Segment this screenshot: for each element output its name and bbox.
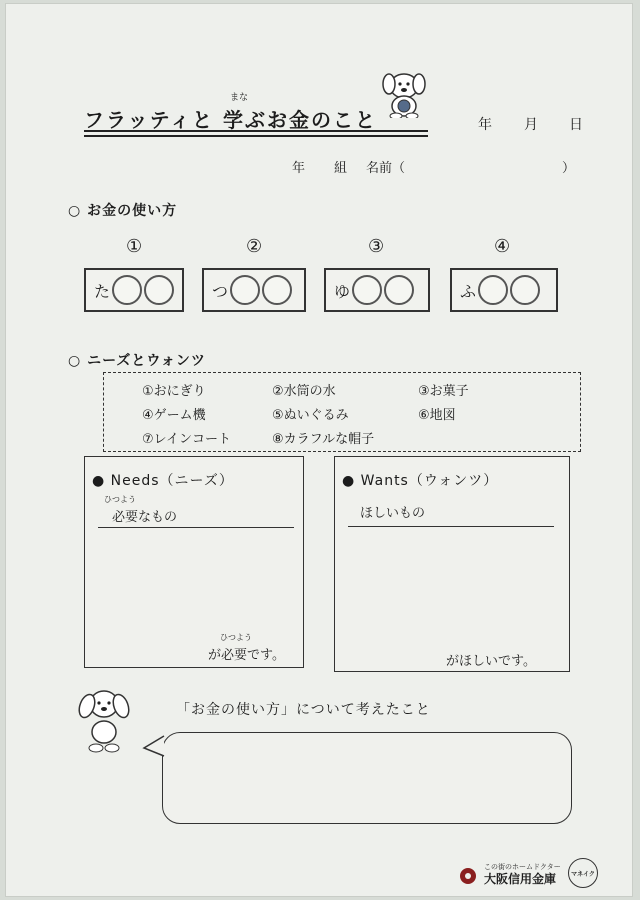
wants-underline (348, 526, 554, 527)
blank-circle[interactable] (510, 275, 540, 305)
blank-circle[interactable] (144, 275, 174, 305)
wants-subtitle: ほしいもの (360, 506, 426, 521)
usage-number-1: ① (126, 236, 143, 257)
blank-circle[interactable] (230, 275, 260, 305)
wants-title: ● Wants（ウォンツ） (342, 473, 499, 489)
needs-ruby: ひつよう (104, 495, 136, 504)
usage-box-1 (84, 268, 184, 312)
name-label: 名前（ (366, 161, 406, 176)
blank-circle[interactable] (384, 275, 414, 305)
usage-char-4: ふ (460, 281, 477, 301)
usage-char-3: ゆ (334, 281, 351, 301)
name-close-paren: ） (562, 161, 576, 176)
usage-number-4: ④ (494, 236, 511, 257)
reflection-bubble[interactable] (162, 732, 572, 824)
blank-circle[interactable] (262, 275, 292, 305)
dog-mascot-icon (70, 684, 136, 758)
option-item: ⑤ぬいぐるみ (272, 408, 349, 423)
footer-bank-name: 大阪信用金庫 (484, 872, 557, 886)
option-item: ①おにぎり (142, 384, 206, 399)
date-month-label: 月 (524, 117, 538, 133)
date-day-label: 日 (569, 117, 583, 133)
option-item: ③お菓子 (418, 384, 469, 399)
manaiku-badge (568, 858, 598, 888)
reflection-prompt: 「お金の使い方」について考えたこと (176, 702, 431, 718)
footer-tagline: この街のホームドクター (484, 863, 561, 871)
needs-wants-heading: ○ ニーズとウォンツ (68, 353, 206, 369)
option-item: ⑧カラフルな帽子 (272, 432, 375, 447)
needs-underline (98, 527, 294, 528)
needs-footer-ruby: ひつよう (220, 633, 252, 642)
blank-circle[interactable] (352, 275, 382, 305)
usage-heading: ○ お金の使い方 (68, 203, 178, 219)
blank-circle[interactable] (112, 275, 142, 305)
dog-mascot-icon (372, 66, 432, 118)
grade-label: 年 (292, 161, 306, 176)
speech-tail (142, 732, 166, 762)
option-item: ②水筒の水 (272, 384, 336, 399)
usage-box-3 (324, 268, 430, 312)
usage-number-2: ② (246, 236, 263, 257)
date-year-label: 年 (478, 117, 492, 133)
needs-title: ● Needs（ニーズ） (92, 473, 234, 489)
worksheet (6, 4, 632, 896)
title-underline-2 (84, 135, 428, 137)
class-label: 組 (334, 161, 348, 176)
option-item: ④ゲーム機 (142, 408, 206, 423)
page-title: フラッティと 学ぶお金のこと (84, 108, 377, 132)
title-ruby: まな (230, 93, 249, 103)
badge-label: マネイク (571, 870, 595, 878)
wants-footer: がほしいです。 (446, 654, 536, 669)
usage-char-2: つ (212, 281, 229, 301)
option-item: ⑥地図 (418, 408, 456, 423)
needs-footer: が必要です。 (208, 648, 285, 663)
option-item: ⑦レインコート (142, 432, 232, 447)
usage-box-2 (202, 268, 306, 312)
usage-box-4 (450, 268, 558, 312)
needs-subtitle: 必要なもの (112, 510, 178, 525)
bank-logo-icon (458, 866, 478, 886)
usage-char-1: た (94, 281, 111, 301)
blank-circle[interactable] (478, 275, 508, 305)
usage-number-3: ③ (368, 236, 385, 257)
title-underline (84, 130, 428, 132)
